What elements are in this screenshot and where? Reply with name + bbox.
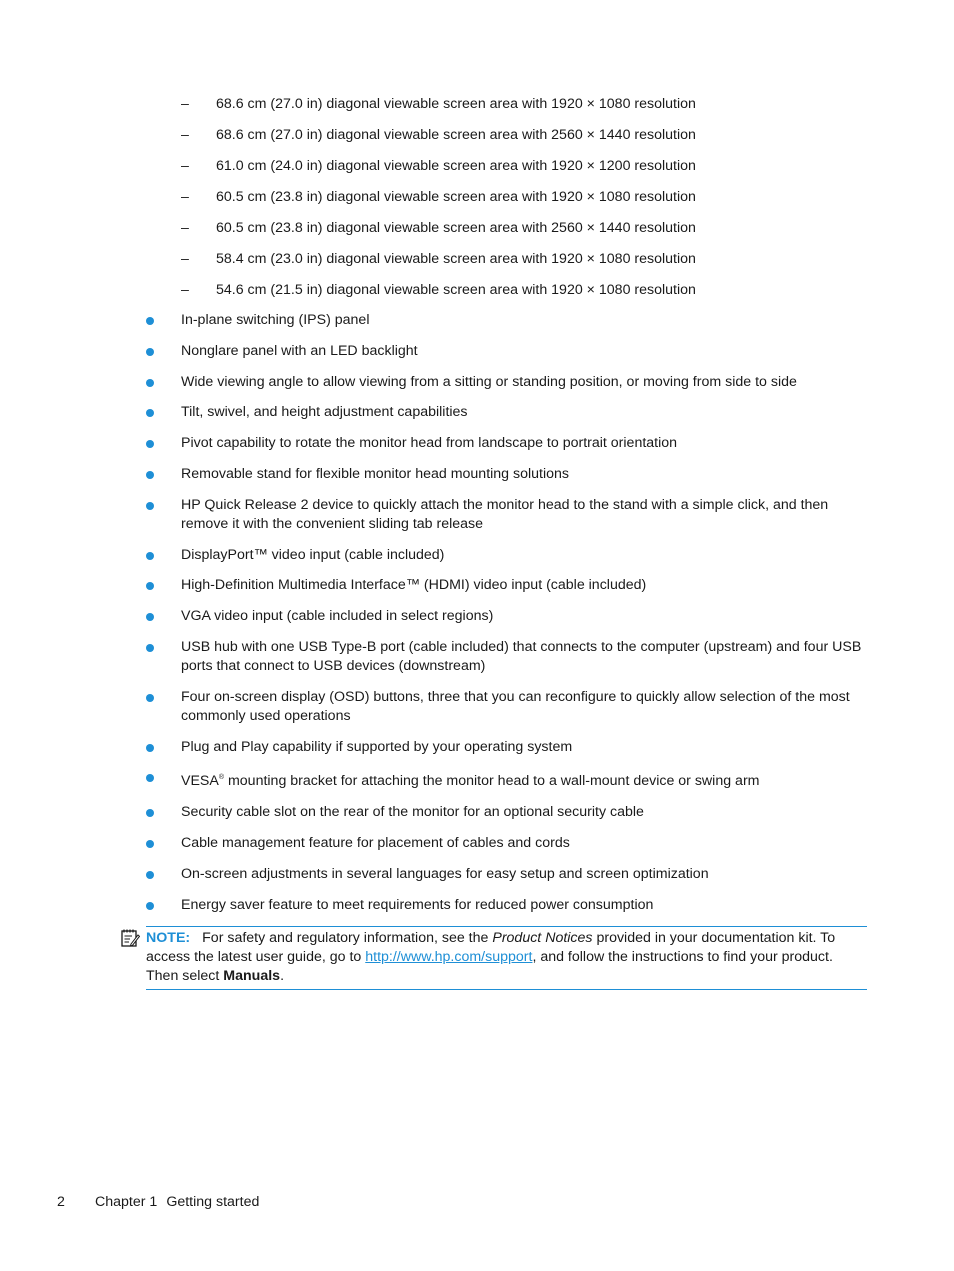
list-item-text: DisplayPort™ video input (cable included) xyxy=(181,546,445,563)
list-item xyxy=(0,156,954,187)
list-item xyxy=(0,607,954,626)
list-item-text: HP Quick Release 2 device to quickly attach the monitor head to the stand with a simple click, and then remove it with the convenient sliding tab release xyxy=(181,496,829,532)
list-item-text: Pivot capability to rotate the monitor head from landscape to portrait orientation xyxy=(181,435,678,452)
list-item-text: In-plane switching (IPS) panel xyxy=(181,312,370,328)
list-item-text: 58.4 cm (23.0 in) diagonal viewable screen area with 1920 × 1080 resolution xyxy=(216,251,696,267)
chapter-label: Chapter 1 xyxy=(95,1194,158,1210)
bullet-dot-icon xyxy=(146,840,154,848)
bullet-dot-icon xyxy=(146,552,154,560)
list-item-text: Wide viewing angle to allow viewing from a sitting or standing position, or moving from side to side xyxy=(181,373,797,390)
list-item xyxy=(0,834,954,853)
bullet-dot-icon xyxy=(146,694,154,702)
list-item xyxy=(0,768,954,791)
list-item-text: Nonglare panel with an LED backlight xyxy=(181,342,418,359)
bullet-dot-icon xyxy=(146,471,154,479)
list-item xyxy=(0,576,954,595)
list-item-text: Four on-screen display (OSD) buttons, three that you can reconfigure to quickly allow selection of the most commonly used operations xyxy=(181,688,850,724)
list-item-text: 68.6 cm (27.0 in) diagonal viewable screen area with 2560 × 1440 resolution xyxy=(216,127,696,143)
dash-marker: – xyxy=(181,127,189,143)
list-item xyxy=(0,546,954,565)
bullet-dot-icon xyxy=(146,348,154,356)
bullet-dot-icon xyxy=(146,582,154,590)
list-item xyxy=(0,249,954,280)
list-item xyxy=(0,125,954,156)
dash-marker: – xyxy=(181,189,189,205)
list-item xyxy=(0,280,954,311)
bullet-dot-icon xyxy=(146,774,154,782)
bullet-dot-icon xyxy=(146,744,154,752)
list-item xyxy=(0,373,954,392)
page-number: 2 xyxy=(57,1194,65,1210)
list-item xyxy=(0,311,954,330)
list-item-text: 54.6 cm (21.5 in) diagonal viewable screen area with 1920 × 1080 resolution xyxy=(216,282,696,298)
page-footer xyxy=(57,1192,259,1212)
feature-list xyxy=(0,311,954,926)
screen-size-sublist xyxy=(0,94,954,311)
vesa-prefix: VESA xyxy=(181,773,219,790)
bullet-dot-icon xyxy=(146,902,154,910)
bullet-dot-icon xyxy=(146,644,154,652)
note-doc-title: Product Notices xyxy=(492,930,593,946)
list-item xyxy=(0,187,954,218)
list-item xyxy=(0,803,954,822)
list-item-text: Tilt, swivel, and height adjustment capabilities xyxy=(181,404,468,421)
dash-marker: – xyxy=(181,158,189,174)
list-item xyxy=(0,218,954,249)
registered-mark: ® xyxy=(218,774,225,782)
list-item xyxy=(0,738,954,757)
list-item-text: Security cable slot on the rear of the monitor for an optional security cable xyxy=(181,804,644,821)
list-item-text: 60.5 cm (23.8 in) diagonal viewable screen area with 1920 × 1080 resolution xyxy=(216,189,696,205)
bullet-dot-icon xyxy=(146,379,154,387)
list-item xyxy=(0,896,954,915)
list-item-text: VGA video input (cable included in select regions) xyxy=(181,608,494,625)
list-item-text: Energy saver feature to meet requirements for reduced power consumption xyxy=(181,896,654,913)
bullet-dot-icon xyxy=(146,502,154,510)
list-item-text: Plug and Play capability if supported by your operating system xyxy=(181,738,573,755)
note-box xyxy=(146,926,867,990)
bullet-dot-icon xyxy=(146,613,154,621)
bullet-dot-icon xyxy=(146,871,154,879)
list-item-text: Cable management feature for placement of cables and cords xyxy=(181,834,570,851)
list-item-text: 68.6 cm (27.0 in) diagonal viewable screen area with 1920 × 1080 resolution xyxy=(216,96,696,112)
bullet-dot-icon xyxy=(146,409,154,417)
note-text: For safety and regulatory information, see the xyxy=(202,930,493,946)
list-item xyxy=(0,94,954,125)
dash-marker: – xyxy=(181,251,189,267)
note-label: NOTE: xyxy=(146,930,191,946)
list-item xyxy=(0,434,954,453)
note-text: provided in your documentation kit. To access the latest user guide, go to xyxy=(146,930,836,965)
vesa-suffix: mounting bracket for attaching the monitor head to a wall-mount device or swing arm xyxy=(224,773,760,790)
bullet-dot-icon xyxy=(146,809,154,817)
note-text: , and follow the instructions to find your product. Then select xyxy=(146,949,833,984)
list-item xyxy=(0,403,954,422)
note-pad-icon xyxy=(120,928,140,948)
bullet-dot-icon xyxy=(146,440,154,448)
list-item-text: On-screen adjustments in several languages for easy setup and screen optimization xyxy=(181,865,709,882)
support-link[interactable]: http://www.hp.com/support xyxy=(365,949,533,965)
list-item-text: 61.0 cm (24.0 in) diagonal viewable screen area with 1920 × 1200 resolution xyxy=(216,158,696,174)
dash-marker: – xyxy=(181,96,189,112)
list-item-text: Removable stand for flexible monitor head mounting solutions xyxy=(181,465,570,482)
list-item xyxy=(0,865,954,884)
list-item-text: 60.5 cm (23.8 in) diagonal viewable screen area with 2560 × 1440 resolution xyxy=(216,220,696,236)
list-item xyxy=(0,465,954,484)
list-item xyxy=(0,638,954,676)
dash-marker: – xyxy=(181,282,189,298)
dash-marker: – xyxy=(181,220,189,236)
note-manuals: Manuals xyxy=(223,968,281,984)
note-text: . xyxy=(280,968,285,984)
list-item xyxy=(0,688,954,726)
list-item xyxy=(0,496,954,534)
chapter-title: Getting started xyxy=(166,1194,260,1210)
bullet-dot-icon xyxy=(146,317,154,325)
list-item-text: High-Definition Multimedia Interface™ (HDMI) video input (cable included) xyxy=(181,577,647,594)
list-item-text: USB hub with one USB Type-B port (cable included) that connects to the computer (upstream) and four USB ports that connect to USB devices (downstream) xyxy=(181,638,862,674)
list-item xyxy=(0,342,954,361)
